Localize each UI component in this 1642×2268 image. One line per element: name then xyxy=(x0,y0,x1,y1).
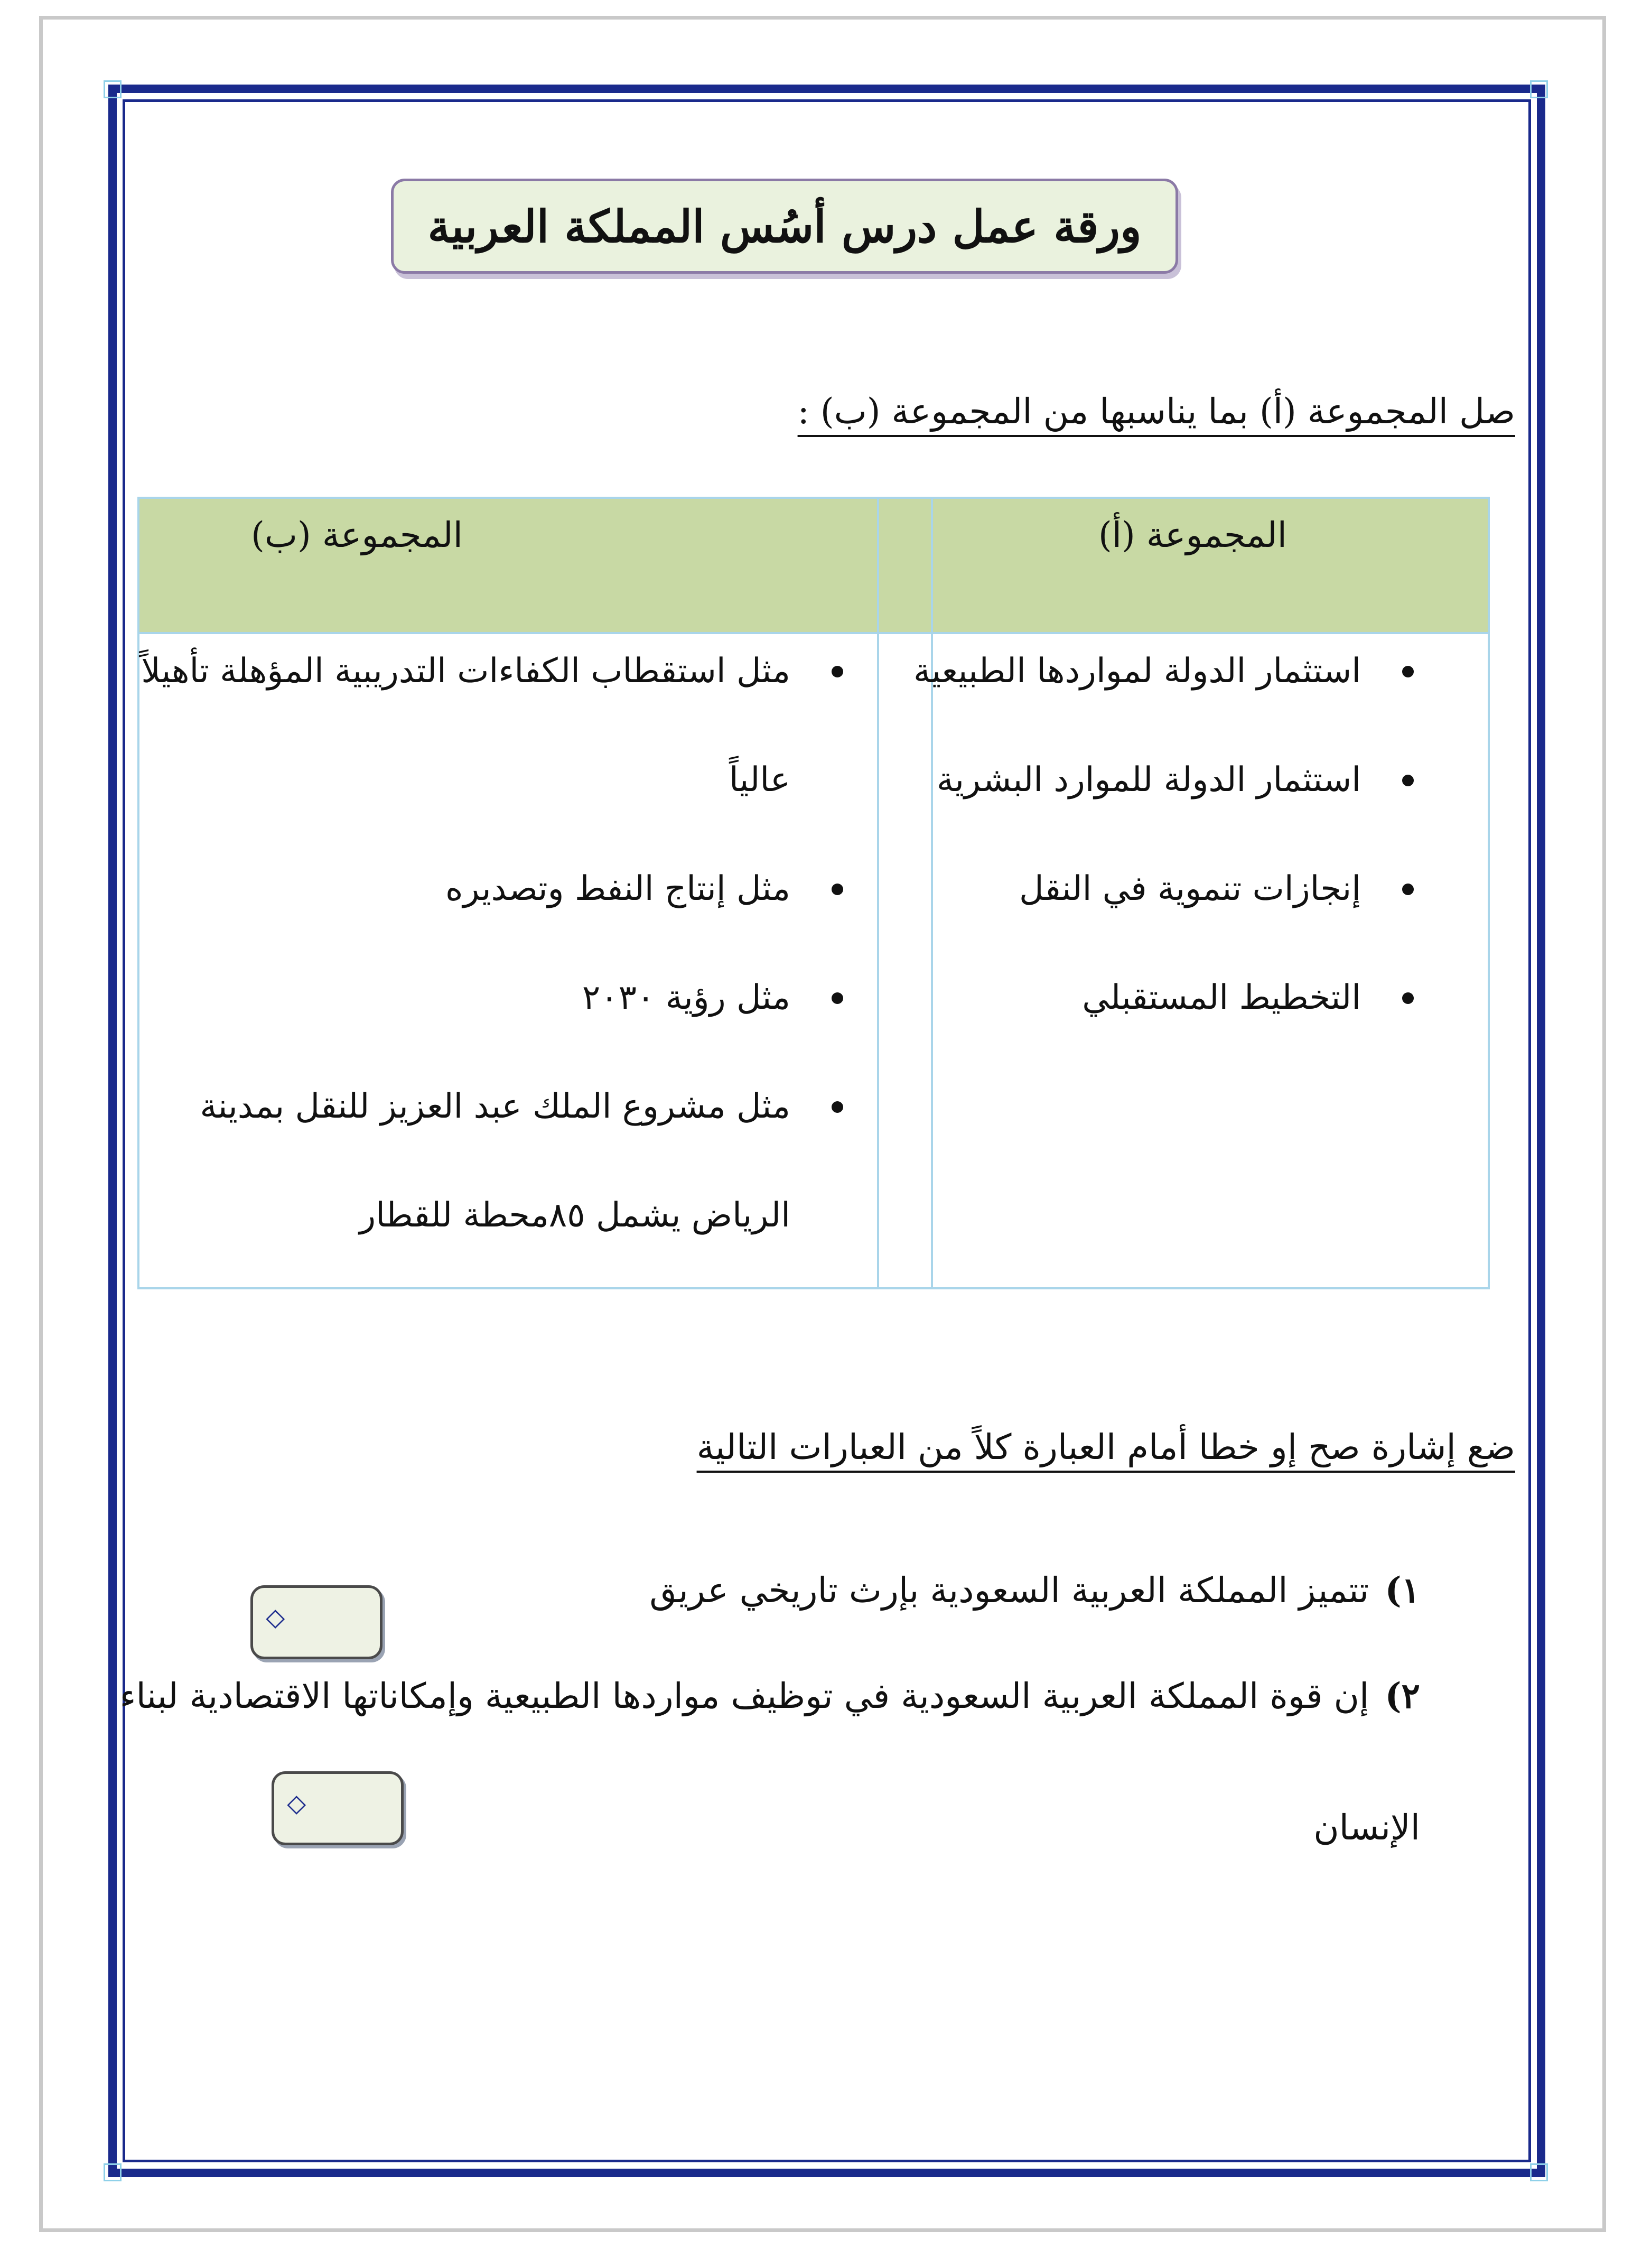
statement-2 xyxy=(119,1675,1420,1716)
bullet-icon xyxy=(832,1101,843,1113)
statement-number: ٢) xyxy=(1385,1675,1420,1716)
statement-text: تتميز المملكة العربية السعودية بإرث تاريخي عريق xyxy=(649,1570,1369,1611)
frame-corner-marker xyxy=(1530,2163,1548,2181)
group-a-item: استثمار الدولة للموارد البشرية xyxy=(913,754,1424,806)
bullet-icon xyxy=(832,992,843,1004)
group-b-list xyxy=(141,634,854,1242)
group-b-item: مثل رؤية ٢٠٣٠ xyxy=(141,971,854,1024)
statement-1 xyxy=(649,1569,1420,1611)
worksheet-title-text: ورقة عمل درس أسُس المملكة العربية xyxy=(427,200,1142,253)
statement-text: إن قوة المملكة العربية السعودية في توظيف مواردها الطبيعية وإمكاناتها الاقتصادية لبناء xyxy=(119,1676,1369,1716)
bullet-icon xyxy=(1402,884,1414,895)
up-down-chevron-icon: ⬦ xyxy=(266,1602,285,1633)
group-b-item: مثل إنتاج النفط وتصديره xyxy=(141,862,854,915)
statement-number: ١) xyxy=(1385,1569,1420,1611)
answer-dropdown-1[interactable] xyxy=(250,1585,382,1659)
up-down-chevron-icon: ⬦ xyxy=(287,1788,306,1819)
match-instruction: صل المجموعة (أ) بما يناسبها من المجموعة (ب) : xyxy=(797,391,1515,432)
worksheet-title xyxy=(391,179,1178,274)
bullet-icon xyxy=(1402,775,1414,786)
frame-corner-marker xyxy=(1530,80,1548,98)
frame-corner-marker xyxy=(104,2163,122,2181)
matching-table xyxy=(137,497,1490,1289)
group-b-item: مثل مشروع الملك عبد العزيز للنقل بمدينة الرياض يشمل ٨٥محطة للقطار xyxy=(141,1080,854,1242)
group-a-header: المجموعة (أ) xyxy=(1098,515,1287,555)
bullet-icon xyxy=(1402,992,1414,1004)
group-b-item: مثل استقطاب الكفاءات التدريبية المؤهلة تأهيلاً عالياً xyxy=(141,645,854,806)
true-false-instruction: ضع إشارة صح إو خطا أمام العبارة كلاً من العبارات التالية xyxy=(696,1427,1515,1467)
bullet-icon xyxy=(832,884,843,895)
statement-2-continuation: الإنسان xyxy=(1313,1807,1420,1848)
bullet-icon xyxy=(1402,666,1414,677)
group-a-item: التخطيط المستقبلي xyxy=(913,971,1424,1024)
bullet-icon xyxy=(832,666,843,677)
group-a-item: إنجازات تنموية في النقل xyxy=(913,862,1424,915)
group-a-list xyxy=(913,634,1424,1024)
frame-corner-marker xyxy=(104,80,122,98)
answer-dropdown-2[interactable] xyxy=(272,1771,404,1845)
group-b-header: المجموعة (ب) xyxy=(251,515,463,555)
group-a-item: استثمار الدولة لمواردها الطبيعية xyxy=(913,645,1424,698)
